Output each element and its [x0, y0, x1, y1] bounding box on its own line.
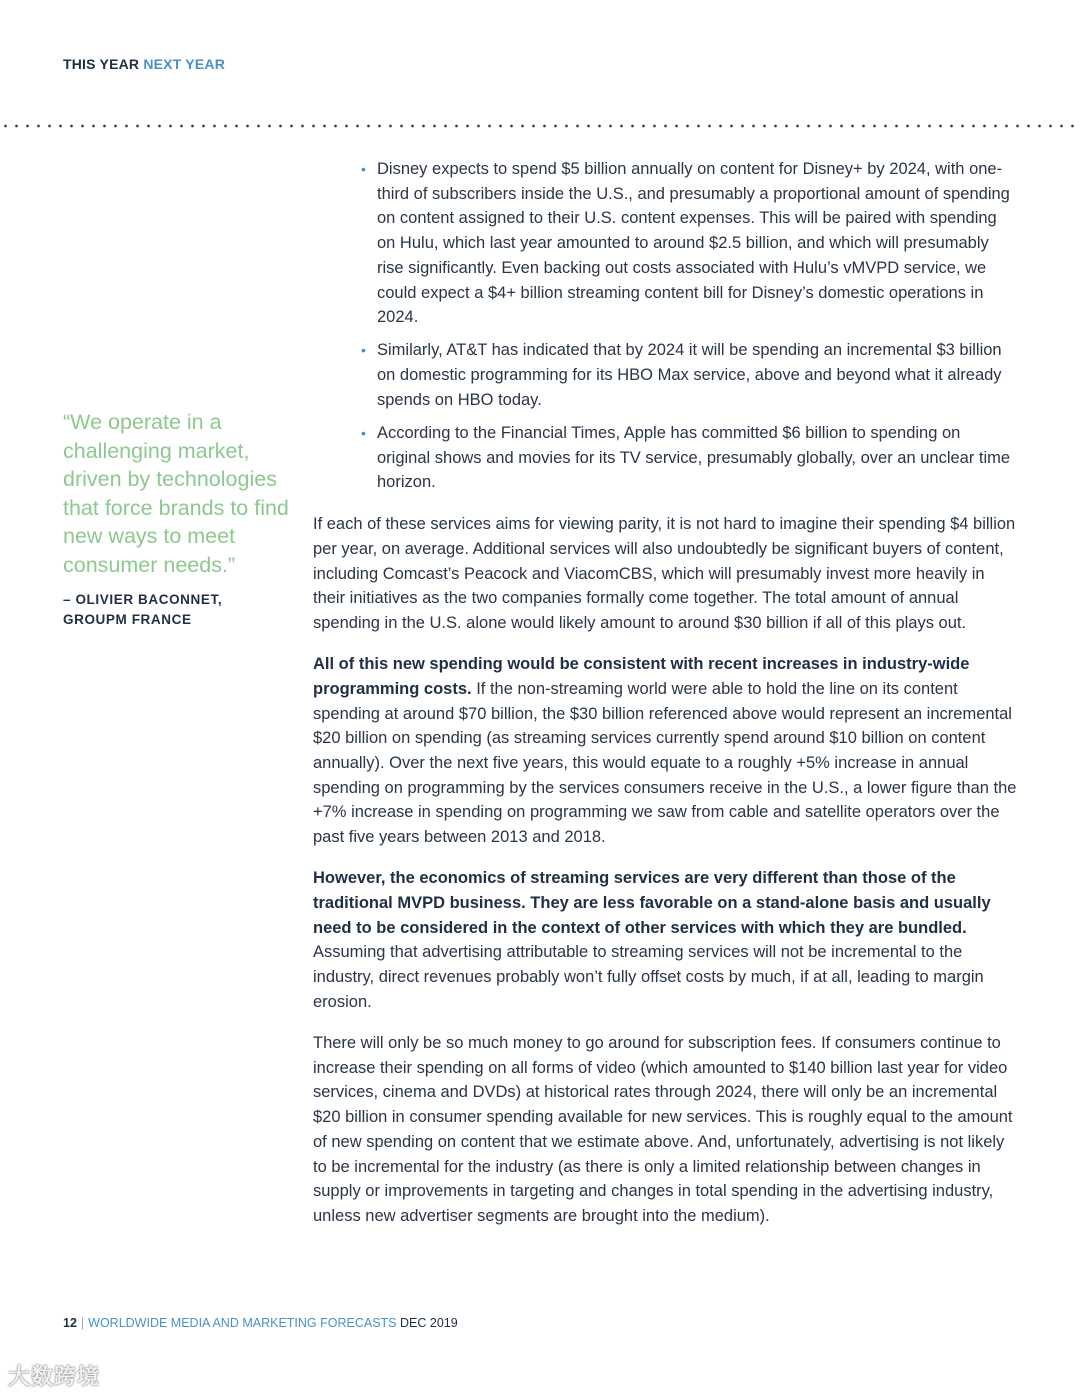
main-content	[313, 157, 1018, 1245]
bullet-text: Disney expects to spend $5 billion annually on content for Disney+ by 2024, with one-third of subscribers inside the U.S., and presumably a proportional amount of spending on content assigned to their U.S. content expenses. This will be paired with spending on Hulu, which last year amounted to around $2.5 billion, and which will presumably rise significantly. Even backing out costs associated with Hulu’s vMVPD service, we could expect a $4+ billion streaming content bill for Disney’s domestic operations in 2024.	[377, 160, 1010, 327]
bullet-list	[313, 157, 1018, 495]
pull-quote	[63, 408, 293, 629]
bullet-dot-icon: •	[361, 342, 366, 359]
footer-title: WORLDWIDE MEDIA AND MARKETING FORECASTS	[88, 1316, 397, 1330]
dotted-divider	[0, 124, 1080, 128]
header-next-year: NEXT YEAR	[143, 56, 225, 72]
attribution-company: GROUPM FRANCE	[63, 611, 192, 627]
bullet-dot-icon: •	[361, 161, 366, 177]
footer-date: DEC 2019	[400, 1316, 458, 1330]
paragraph-lead: All of this new spending would be consistent with recent increases in industry-wide programming costs.	[313, 655, 970, 698]
header-this-year: THIS YEAR	[63, 56, 140, 72]
page-footer	[63, 1316, 458, 1330]
pull-quote-attribution	[63, 590, 293, 629]
paragraph-economics	[313, 866, 1018, 1014]
bullet-item-apple	[313, 421, 1018, 495]
watermark: 大数跨境	[8, 1364, 101, 1389]
page-number: 12	[63, 1316, 77, 1330]
bullet-text: According to the Financial Times, Apple has committed $6 billion to spending on original shows and movies for its TV service, presumably globally, over an unclear time horizon.	[377, 424, 1011, 492]
paragraph-viewing-parity	[313, 512, 1018, 636]
paragraph-programming-costs	[313, 652, 1018, 850]
paragraph-body: Assuming that advertising attributable to streaming services will not be incremental to the industry, direct revenues probably won’t fully offset costs by much, if at all, leading to margin erosion.	[313, 943, 984, 1011]
pull-quote-text: “We operate in a challenging market, driven by technologies that force brands to find new ways to meet consumer needs.”	[63, 410, 289, 577]
bullet-text: Similarly, AT&T has indicated that by 2024 it will be spending an incremental $3 billion on domestic programming for its HBO Max service, above and beyond what it already spends on HBO today.	[377, 341, 1002, 409]
paragraph-subscription-fees	[313, 1031, 1018, 1229]
paragraph-lead: However, the economics of streaming services are very different than those of the traditional MVPD business. They are less favorable on a stand-alone basis and usually need to be considered in the context of other services with which they are bundled.	[313, 869, 991, 937]
attribution-name: – OLIVIER BACONNET,	[63, 592, 223, 607]
paragraph-body: There will only be so much money to go around for subscription fees. If consumers continue to increase their spending on all forms of video (which amounted to $140 billion last year for video services, cinema and DVDs) at historical rates through 2024, there will only be an incremental $20 billion in consumer spending available for new services. This is roughly equal to the amount of new spending on content that we estimate above. And, unfortunately, advertising is not likely to be incremental for the industry (as there is only a limited relationship between changes in supply or improvements in targeting and changes in total spending in the advertising industry, unless new advertiser segments are brought into the medium).	[313, 1034, 1013, 1225]
paragraph-body: If each of these services aims for viewing parity, it is not hard to imagine their spending $4 billion per year, on average. Additional services will also undoubtedly be significant buyers of content, including Comcast’s Peacock and ViacomCBS, which will presumably invest more heavily in their initiatives as the two companies formally come together. The total amount of annual spending in the U.S. alone would likely amount to around $30 billion if all of this plays out.	[313, 515, 1016, 632]
footer-separator: |	[80, 1316, 85, 1330]
paragraph-body: If the non-streaming world were able to hold the line on its content spending at around $70 billion, the $30 billion referenced above would represent an incremental $20 billion on spending (as streaming services currently spend around $10 billion on content annually). Over the next five years, this would equate to a roughly +5% increase in annual spending on programming by the services consumers receive in the U.S., a lower figure than the +7% increase in spending on programming we saw from cable and satellite operators over the past five years between 2013 and 2018.	[313, 679, 1017, 847]
bullet-item-att	[313, 338, 1018, 412]
bullet-item-disney	[313, 157, 1018, 330]
running-header	[63, 56, 225, 72]
bullet-dot-icon: •	[361, 425, 366, 442]
